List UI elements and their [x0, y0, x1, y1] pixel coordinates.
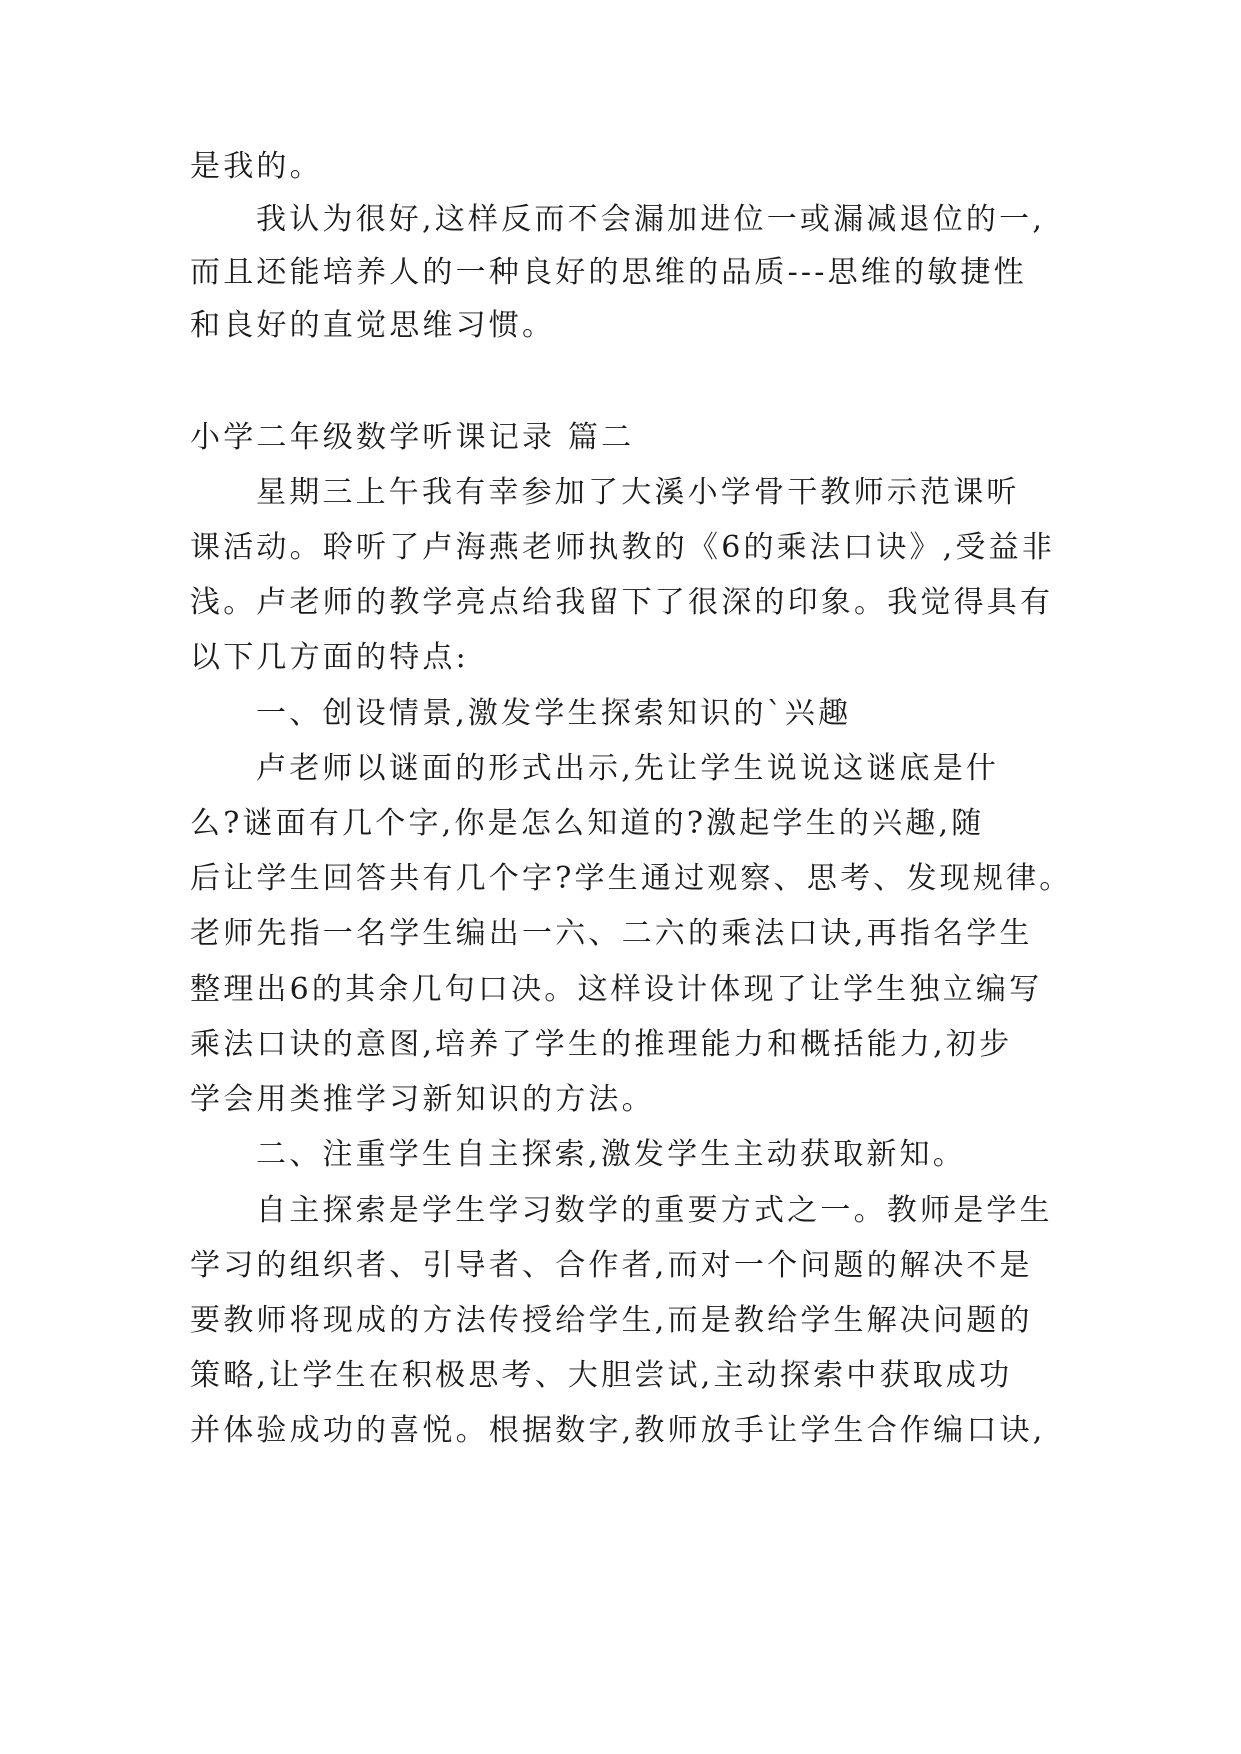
- text-line: 策略,让学生在积极思考、大胆尝试,主动探索中获取成功: [190, 1358, 1013, 1393]
- text-line: 老师先指一名学生编出一六、二六的乘法口诀,再指名学生: [190, 916, 1033, 951]
- text-line: 自主探索是学生学习数学的重要方式之一。教师是学生: [256, 1193, 1053, 1228]
- text-line: 我认为很好,这样反而不会漏加进位一或漏减退位的一,: [256, 202, 1046, 237]
- text-line: 并体验成功的喜悦。根据数字,教师放手让学生合作编口诀,: [190, 1413, 1046, 1448]
- text-line: 和良好的直觉思维习惯。: [190, 308, 556, 343]
- text-line: 整理出6的其余几句口决。这样设计体现了让学生独立编写: [190, 972, 1043, 1007]
- subheading: 二、注重学生自主探索,激发学生主动获取新知。: [256, 1137, 966, 1172]
- text-line: 学习的组织者、引导者、合作者,而对一个问题的解决不是: [190, 1248, 1033, 1283]
- text-line: 课活动。聆听了卢海燕老师执教的《6的乘法口诀》,受益非: [190, 530, 1056, 565]
- text-line: 后让学生回答共有几个字?学生通过观察、思考、发现规律。: [190, 861, 1073, 896]
- text-line: 而且还能培养人的一种良好的思维的品质---思维的敏捷性: [190, 255, 1027, 290]
- text-line: 是我的。: [190, 149, 323, 184]
- text-line: 么?谜面有几个字,你是怎么知道的?激起学生的兴趣,随: [190, 806, 985, 841]
- text-line: 以下几方面的特点:: [190, 640, 469, 675]
- text-line: 要教师将现成的方法传授给学生,而是教给学生解决问题的: [190, 1303, 1033, 1338]
- text-line: 浅。卢老师的教学亮点给我留下了很深的印象。我觉得具有: [190, 585, 1054, 620]
- text-line: 乘法口诀的意图,培养了学生的推理能力和概括能力,初步: [190, 1027, 1013, 1062]
- text-line: 卢老师以谜面的形式出示,先让学生说说这谜底是什: [256, 751, 1000, 786]
- text-line: 学会用类推学习新知识的方法。: [190, 1082, 655, 1117]
- text-line: 星期三上午我有幸参加了大溪小学骨干教师示范课听: [256, 475, 1020, 510]
- section-heading: 小学二年级数学听课记录 篇二: [190, 420, 635, 455]
- subheading: 一、创设情景,激发学生探索知识的`兴趣: [256, 696, 852, 731]
